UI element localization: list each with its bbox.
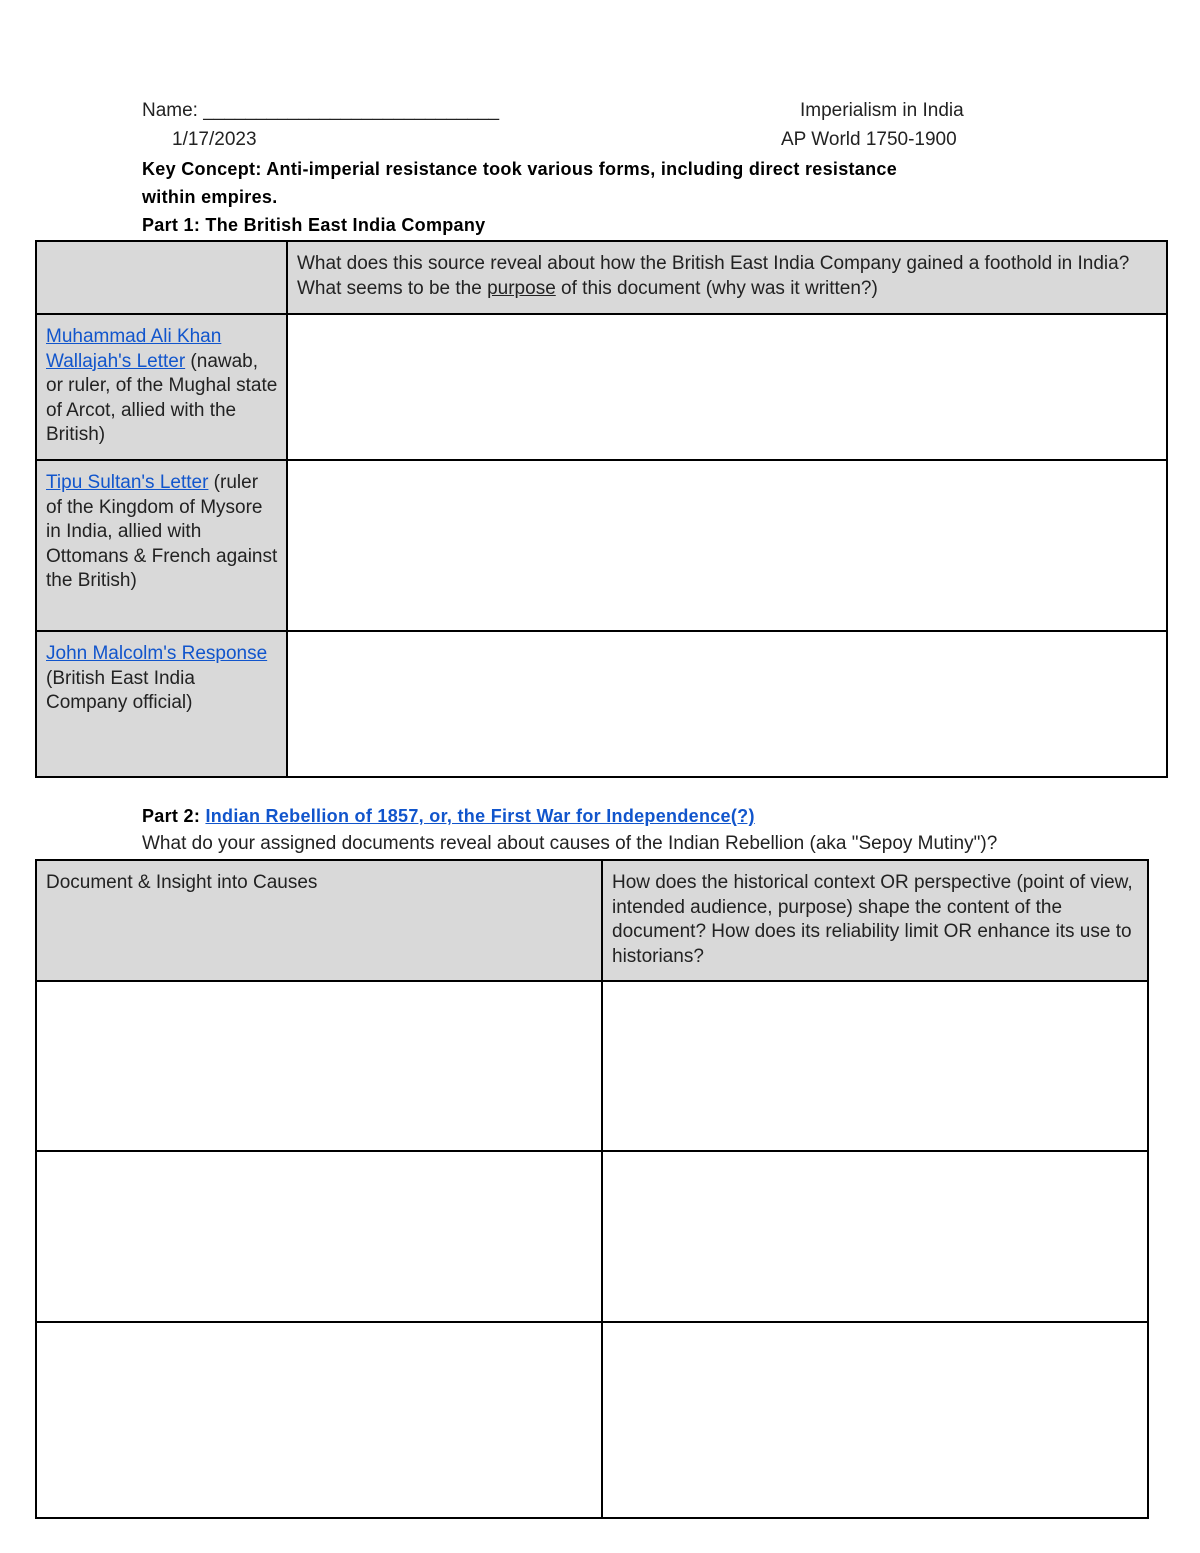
table-row xyxy=(36,460,1167,631)
source-cell xyxy=(36,631,287,777)
question-text-end: of this document (why was it written?) xyxy=(555,277,878,299)
part1-question-cell xyxy=(287,241,1167,314)
part2-table xyxy=(35,859,1149,1519)
key-concept-line-2: within empires. xyxy=(142,187,278,207)
part2-header-row xyxy=(36,860,1148,981)
source-cell xyxy=(36,460,287,631)
answer-cell[interactable] xyxy=(36,1322,602,1518)
answer-cell[interactable] xyxy=(287,314,1167,460)
question-text: What does this source reveal about how the British East India Company gained a foothold in India? What seems to be the xyxy=(297,253,1130,299)
part1-header-row xyxy=(36,241,1167,314)
source-link-tipu-sultan[interactable]: Tipu Sultan's Letter xyxy=(46,472,209,493)
answer-cell[interactable] xyxy=(287,460,1167,631)
table-row xyxy=(36,631,1167,777)
part2-label: Part 2: xyxy=(142,806,201,826)
source-description: (nawab, or ruler, of the Mughal state of Arcot, allied with the British) xyxy=(46,350,278,445)
source-link-john-malcolm[interactable]: John Malcolm's Response xyxy=(46,643,268,664)
course-title: AP World 1750-1900 xyxy=(781,129,957,150)
answer-cell[interactable] xyxy=(602,1151,1148,1322)
source-cell xyxy=(36,314,287,460)
part2-title xyxy=(142,804,755,828)
source-link-wallajah[interactable]: Muhammad Ali Khan Wallajah's Letter xyxy=(46,326,222,372)
key-concept-line-1: Key Concept: Anti-imperial resistance took various forms, including direct resistance xyxy=(142,159,898,179)
answer-cell[interactable] xyxy=(602,1322,1148,1518)
table-row xyxy=(36,314,1167,460)
part2-question: What do your assigned documents reveal about causes of the Indian Rebellion (aka "Sepoy Mutiny")? xyxy=(142,833,998,854)
name-field xyxy=(142,99,499,123)
answer-cell[interactable] xyxy=(36,1151,602,1322)
topic-title: Imperialism in India xyxy=(800,100,964,121)
part1-table xyxy=(35,240,1168,778)
part2-rebellion-link[interactable]: Indian Rebellion of 1857, or, the First War for Independence(?) xyxy=(205,806,755,826)
table-row xyxy=(36,1322,1148,1518)
part1-header-empty-cell xyxy=(36,241,287,314)
name-blank-line: ____________________________ xyxy=(203,100,500,121)
answer-cell[interactable] xyxy=(602,981,1148,1151)
col2-header: How does the historical context OR perspective (point of view, intended audience, purpose) shape the content of the document? How does its reliability limit OR enhance its use to historians? xyxy=(602,860,1148,981)
date: 1/17/2023 xyxy=(172,129,257,150)
table-row xyxy=(36,981,1148,1151)
table-row xyxy=(36,1151,1148,1322)
col1-header: Document & Insight into Causes xyxy=(36,860,602,981)
name-label: Name: xyxy=(142,100,198,121)
question-underlined-word: purpose xyxy=(487,277,556,299)
answer-cell[interactable] xyxy=(287,631,1167,777)
source-description: (ruler of the Kingdom of Mysore in India, allied with Ottomans & French against the British) xyxy=(46,472,278,591)
part1-title: Part 1: The British East India Company xyxy=(142,215,486,235)
source-description: (British East India Company official) xyxy=(46,667,195,713)
answer-cell[interactable] xyxy=(36,981,602,1151)
